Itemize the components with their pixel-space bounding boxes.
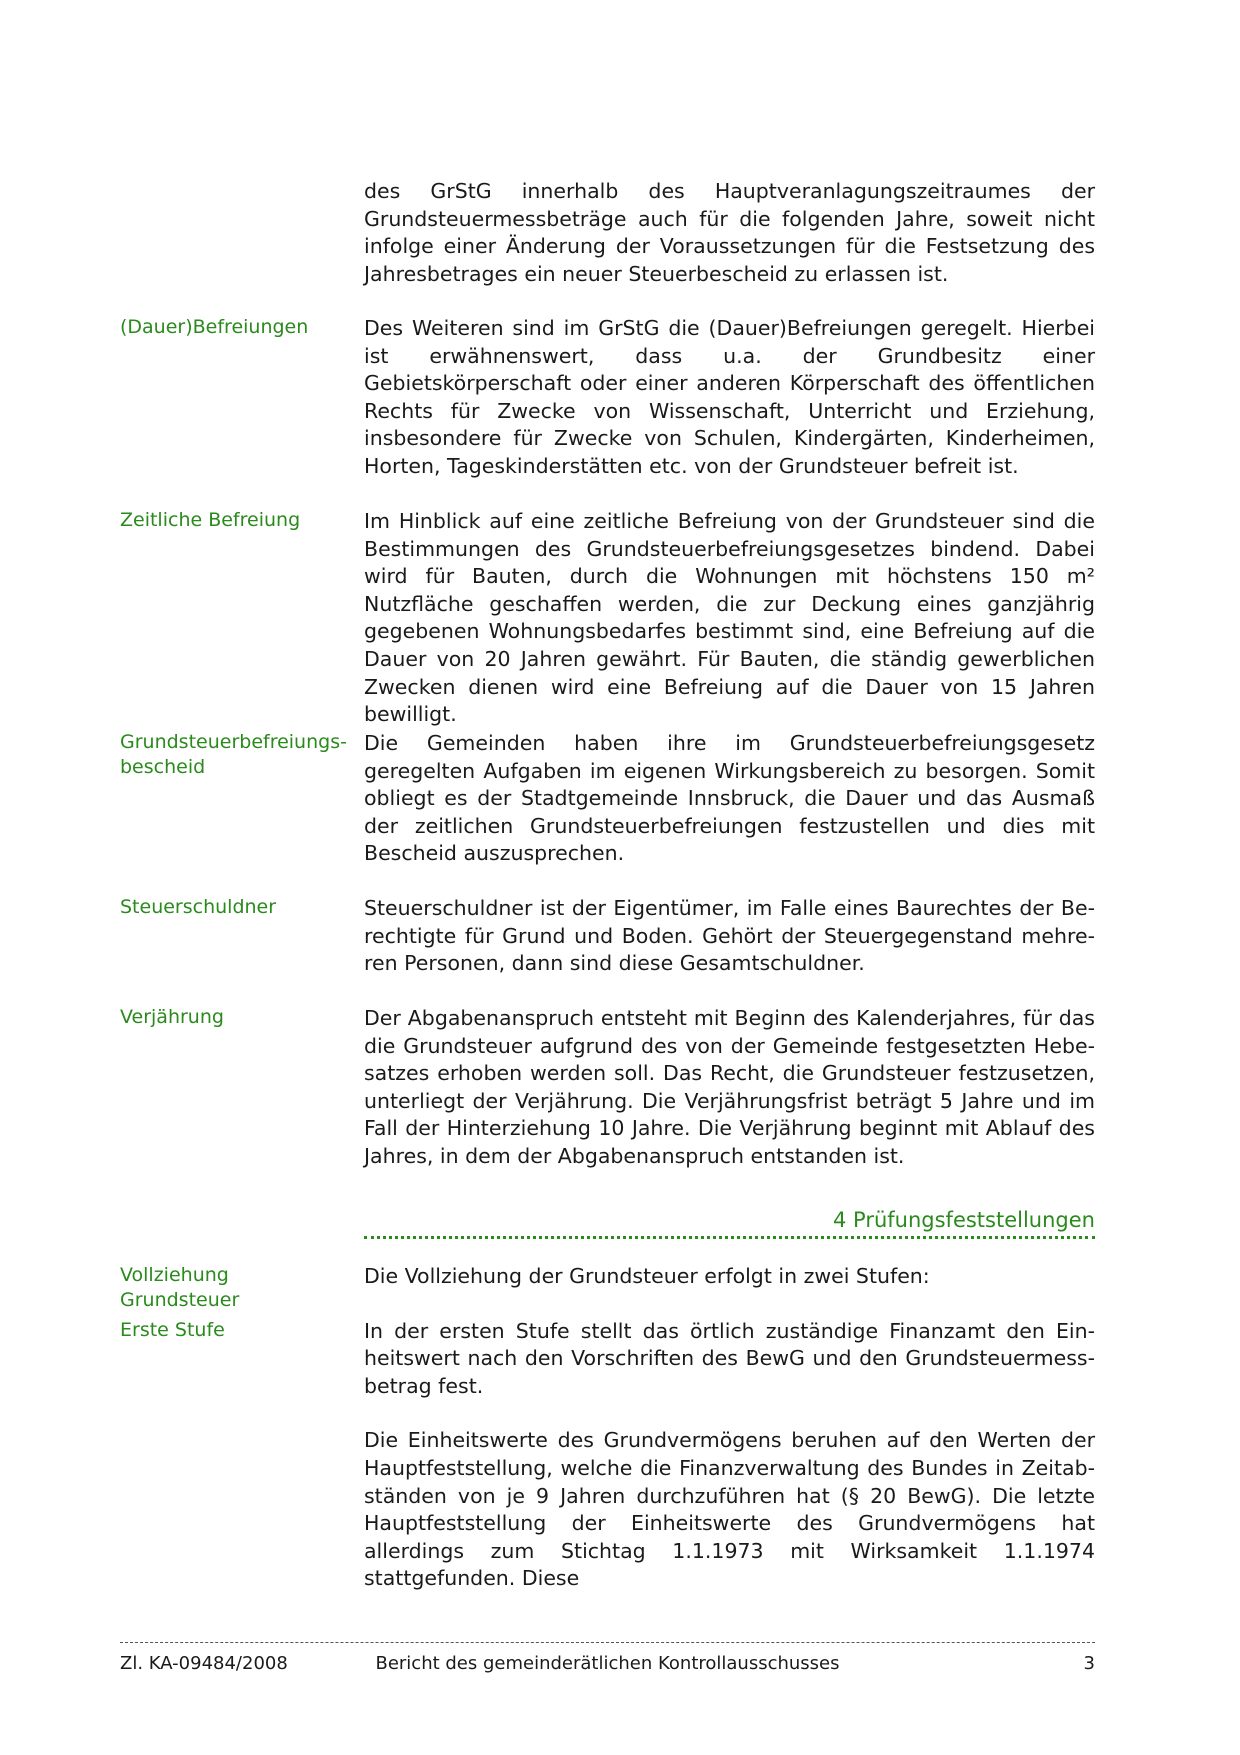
footer-dashed-rule <box>120 1642 1095 1643</box>
margin-label-line: Grundsteuerbefreiungs- <box>120 731 347 753</box>
body-text <box>364 1005 1095 1171</box>
body-text <box>364 895 1095 978</box>
heading-dotted-rule <box>364 1236 1095 1239</box>
paragraph: Des Weiteren sind im GrStG die (Dauer)Befreiungen geregelt. Hierbei ist erwähnenswert, dass u.a. der Grundbesitz einer Gebietskörperschaft oder einer anderen Körperschaft des öffentlichen Rechts für Zwecke von Wissenschaft, Unterricht und Erziehung, insbesondere für Zwecke von Schulen, Kindergärten, Kinderheimen, Horten, Tageskinderstätten etc. von der Grundsteuer befreit ist. <box>364 316 1095 478</box>
margin-label <box>120 1005 360 1030</box>
body-text <box>364 178 1095 288</box>
paragraph: Die Gemeinden haben ihre im Grundsteuerbefreiungsgesetz geregelten Aufgaben im eigenen Wirkungsbereich zu besorgen. Somit obliegt es der Stadtgemeinde Innsbruck, die Dauer und das Ausmaß der zeitlichen Grundsteuerbefreiungen festzustellen und dies mit Bescheid auszusprechen. <box>364 731 1095 866</box>
paragraph: Die Einheitswerte des Grundvermögens beruhen auf den Werten der Hauptfeststellung, welche die Finanzverwaltung des Bundes in Zeitabständen von je 9 Jahren durchzuführen hat (§ 20 BewG). Die letzte Hauptfeststellung der Einheitswerte des Grundvermögens hat allerdings zum Stichtag 1.1.1973 mit Wirksamkeit 1.1.1974 stattgefunden. Diese <box>364 1428 1095 1591</box>
margin-label <box>120 1263 360 1343</box>
margin-label <box>120 895 360 920</box>
margin-label-erste-stufe: Erste Stufe <box>120 1319 225 1341</box>
margin-label-line: Vollziehung <box>120 1264 229 1286</box>
margin-label-line: Zeitliche Befreiung <box>120 509 301 531</box>
margin-label-line: Steuerschuldner <box>120 896 277 918</box>
page-number: 3 <box>1083 1653 1095 1674</box>
paragraph: Steuerschuldner ist der Eigentümer, im Falle eines Baurechtes der Berechtigte für Grund und Boden. Gehört der Steuergegenstand mehreren Personen, dann sind diese Gesamtschuldner. <box>364 896 1095 976</box>
margin-label <box>120 508 360 533</box>
paragraph: des GrStG innerhalb des Hauptveranlagungszeitraumes der Grundsteuermessbeträge auch für die folgenden Jahre, soweit nicht infolge einer Änderung der Voraussetzungen für die Festsetzung des Jahresbetrages ein neuer Steuerbescheid zu erlassen ist. <box>364 179 1095 286</box>
body-text <box>364 508 1095 729</box>
margin-label-line: Grundsteuer <box>120 1289 240 1311</box>
margin-label-line: Verjährung <box>120 1006 224 1028</box>
paragraph: In der ersten Stufe stellt das örtlich zuständige Finanzamt den Einheitswert nach den Vorschriften des BewG und den Grundsteuermessbetrag fest. <box>364 1318 1095 1398</box>
margin-label <box>120 730 360 780</box>
margin-label-line: bescheid <box>120 756 206 778</box>
margin-label-line: (Dauer)Befreiungen <box>120 316 309 338</box>
body-text <box>364 315 1095 481</box>
footer-title: Bericht des gemeinderätlichen Kontrollausschusses <box>375 1653 840 1674</box>
body-text <box>364 730 1095 868</box>
section-heading: 4 Prüfungsfeststellungen <box>833 1208 1095 1232</box>
paragraph: Die Vollziehung der Grundsteuer erfolgt in zwei Stufen: <box>364 1264 930 1288</box>
body-text <box>364 1263 1095 1593</box>
margin-label <box>120 315 360 340</box>
paragraph: Der Abgabenanspruch entsteht mit Beginn des Kalenderjahres, für das die Grundsteuer aufgrund des von der Gemeinde festgesetzten Hebesatzes erhoben werden soll. Das Recht, die Grundsteuer festzusetzen, unterliegt der Verjährung. Die Verjährungsfrist beträgt 5 Jahre und im Fall der Hinterziehung 10 Jahre. Die Verjährung beginnt mit Ablauf des Jahres, in dem der Abgabenanspruch entstanden ist. <box>364 1006 1095 1168</box>
paragraph: Im Hinblick auf eine zeitliche Befreiung von der Grundsteuer sind die Bestimmungen des Grundsteuerbefreiungsgesetzes bindend. Dabei wird für Bauten, durch die Wohnungen mit höchstens 150 m² Nutzfläche geschaffen werden, die zur Deckung eines ganzjährig gegebenen Wohnungsbedarfes bestimmt sind, eine Befreiung auf die Dauer von 20 Jahren gewährt. Für Bauten, die ständig gewerblichen Zwecken dienen wird eine Befreiung auf die Dauer von 15 Jahren bewilligt. <box>364 509 1095 727</box>
footer-reference: Zl. KA-09484/2008 <box>120 1653 288 1674</box>
